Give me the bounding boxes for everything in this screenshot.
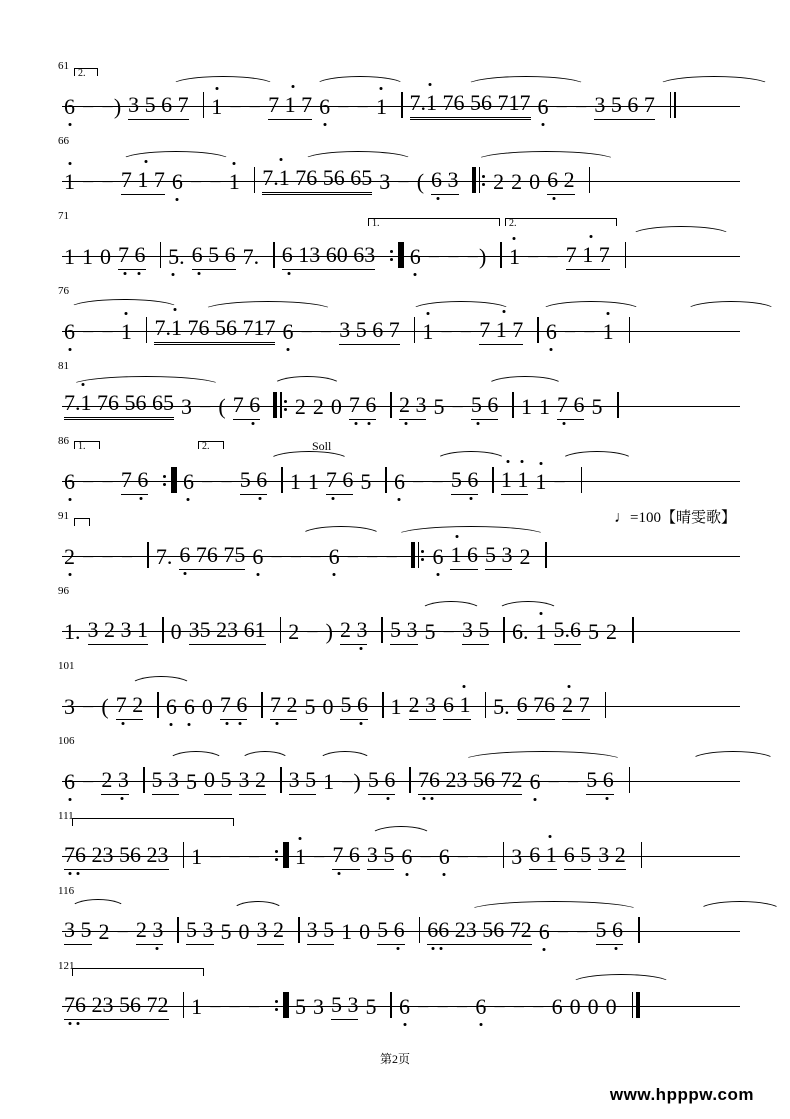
system-71: [50, 210, 740, 272]
notation-line: 6 − −) 3 5 6 7 1 − − 7 1 7 6 − − 1 7.1 76 56 717 6 − − 3 5 6 7: [64, 74, 740, 120]
notation-line: 3 − ( 7 2 6 6 0 7 6 7 2 5 0 5 6 1 2 3 6 1 5. 6 76 2 7: [64, 674, 740, 720]
measure-number: 81: [58, 360, 69, 372]
notation-line: 6 − 2 3 5 3 5 0 5 3 2 3 5 1 −) 5 6 76 23 56 72 6 − − 5 6: [64, 749, 740, 795]
notation-line: 6 − − 1 7.1 76 56 717 6 − − 3 5 6 7 1 − − 7 1 7 6 − − 1: [64, 299, 740, 345]
watermark-url: www.hpppw.com: [609, 1085, 754, 1104]
measure-number: 71: [58, 210, 69, 222]
measure-number: 116: [58, 885, 75, 897]
tempo-value: =100: [630, 510, 661, 526]
volta-bracket-2: 2.: [198, 441, 224, 449]
notation-line: 76 23 56 23 1 − − − 1 − 7 6 3 5 6 − 6 − − 3 6 1 6 5 3 2: [64, 824, 740, 870]
measure-number: 76: [58, 285, 69, 297]
measure-number: 106: [58, 735, 75, 747]
notation-line: 1 − − 7 1 7 6 − − 1 7.1 76 56 65 3 − ( 6 3 2 2 0 6 2: [64, 149, 740, 195]
system-111: [50, 810, 740, 872]
measure-number: 66: [58, 135, 69, 147]
expression-mark: Soll: [312, 439, 332, 453]
notation-line: 76 23 56 72 1 − − − 5 3 5 3 5 6 − − − 6 − − − 6 0 0 0: [64, 974, 740, 1020]
system-81: [50, 360, 740, 422]
section-title: 【晴雯歌】: [660, 510, 736, 526]
volta-bracket-1: 1.: [368, 218, 500, 226]
measure-number: 96: [58, 585, 69, 597]
system-106: [50, 735, 740, 797]
system-76: [50, 285, 740, 347]
system-61: [50, 60, 740, 122]
volta-bracket: 2.: [74, 68, 98, 76]
measure-number: 111: [58, 810, 74, 822]
system-121: [50, 960, 740, 1022]
measure-number: 86: [58, 435, 69, 447]
notation-line: 6 − − 7 6 6 − − 5 6 1 1 7 6 5 6 − − 5 6 1 1 1 −: [64, 449, 740, 495]
volta-bracket-2: 2.: [505, 218, 617, 226]
system-66: [50, 135, 740, 197]
system-101: [50, 660, 740, 722]
notation-line: 2 − − − 7. 6 76 75 6 − − − 6 − − − 6 1 6 5 3 2: [64, 524, 740, 570]
quarter-note-icon: ♩: [614, 509, 631, 526]
notation-line: 7.1 76 56 65 3 − ( 7 6 2 2 0 7 6 2 3 5 − 5 6 1 1 7 6 5: [64, 374, 740, 420]
page-number: 第2页: [379, 1052, 410, 1066]
system-96: [50, 585, 740, 647]
volta-bracket-1: 1.: [74, 441, 100, 449]
measure-number: 101: [58, 660, 75, 672]
measure-number: 61: [58, 60, 69, 72]
notation-line: 1 1 0 7 6 5. 6 5 6 7. 6 13 60 63 6 − − −) 1 − − 7 1 7: [64, 224, 740, 270]
system-116: [50, 885, 740, 947]
notation-line: 3 5 2 − 2 3 5 3 5 0 3 2 3 5 1 0 5 6 66 23 56 72 6 − − 5 6: [64, 899, 740, 945]
system-86: [50, 435, 740, 497]
measure-number: 121: [58, 960, 75, 972]
notation-line: 1. 3 2 3 1 0 35 23 61 2 − ) 2 3 5 3 5 − 3 5 6. 1 5.6 5 2: [64, 599, 740, 645]
system-91: [50, 510, 740, 572]
measure-number: 91: [58, 510, 69, 522]
